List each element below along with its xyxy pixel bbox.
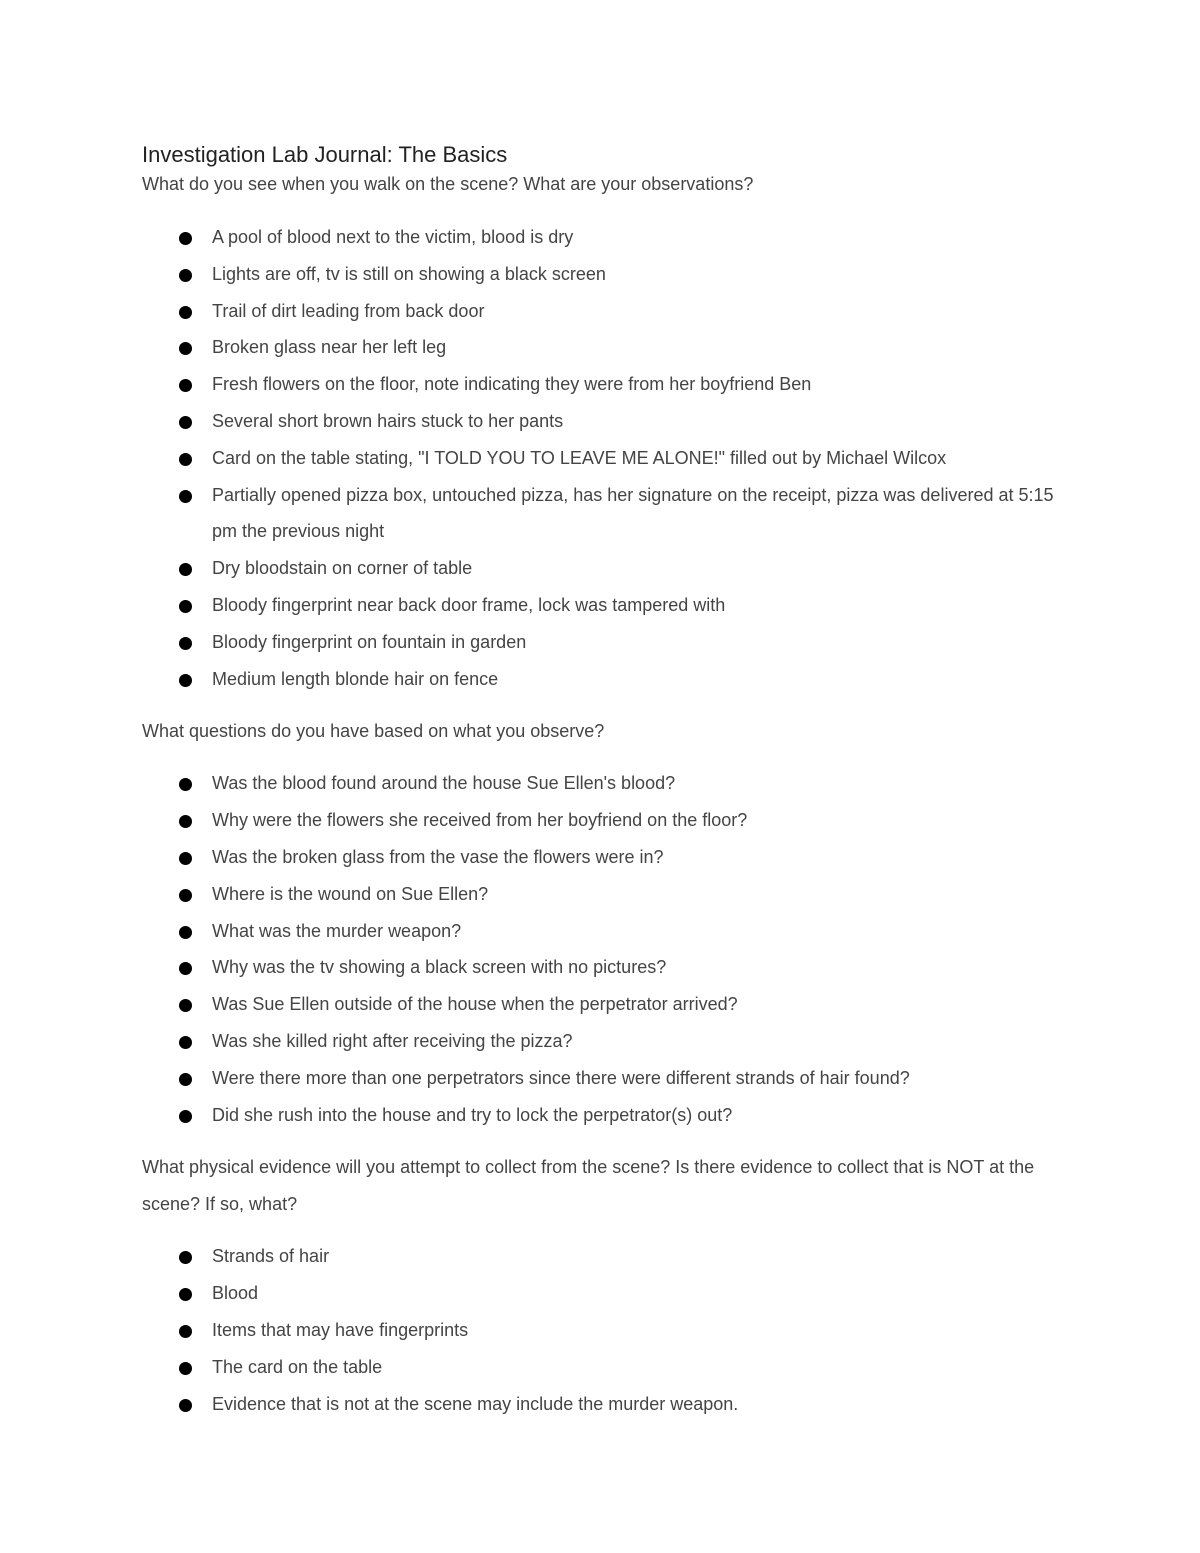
list-item — [142, 1023, 1072, 1060]
bullet-icon — [179, 999, 192, 1012]
list-item-text: A pool of blood next to the victim, blood is dry — [212, 227, 574, 247]
bullet-icon — [179, 1288, 192, 1301]
bullet-icon — [179, 600, 192, 613]
bullet-icon — [179, 232, 192, 245]
list-item-text: Blood — [212, 1283, 259, 1304]
list-item-text: Why were the flowers she received from her boyfriend on the floor? — [212, 810, 748, 831]
list-item — [142, 1060, 1072, 1097]
list-item-text: Medium length blonde hair on fence — [212, 668, 499, 689]
list-item-text: Why was the tv showing a black screen with no pictures? — [212, 957, 667, 978]
questions-prompt: What questions do you have based on what you observe? — [142, 721, 605, 742]
document-title: Investigation Lab Journal: The Basics — [142, 142, 508, 167]
list-item — [142, 913, 1072, 950]
bullet-icon — [179, 1251, 192, 1264]
bullet-icon — [179, 962, 192, 975]
list-item — [142, 986, 1072, 1023]
list-item-text: The card on the table — [212, 1356, 383, 1377]
document-page — [142, 140, 1072, 1422]
list-item-text: Bloody fingerprint near back door frame, lock was tampered with — [212, 594, 726, 615]
bullet-icon — [179, 453, 192, 466]
evidence-prompt: What physical evidence will you attempt to collect from the scene? Is there evidence to collect that is NOT at the scene? If so, what? — [142, 1157, 1035, 1215]
list-item-text: Were there more than one perpetrators since there were different strands of hair found? — [212, 1067, 910, 1088]
list-item-text: Items that may have fingerprints — [212, 1319, 469, 1340]
bullet-icon — [179, 490, 192, 503]
bullet-icon — [179, 778, 192, 791]
list-item — [142, 1312, 1072, 1349]
list-item — [142, 329, 1072, 366]
list-item-text: Where is the wound on Sue Ellen? — [212, 883, 489, 904]
list-item-text: Was Sue Ellen outside of the house when the perpetrator arrived? — [212, 994, 738, 1015]
bullet-icon — [179, 637, 192, 650]
bullet-icon — [179, 563, 192, 576]
bullet-icon — [179, 926, 192, 939]
list-item-text: Card on the table stating, "I TOLD YOU TO LEAVE ME ALONE!" filled out by Michael Wilcox — [212, 447, 947, 468]
list-item-text: Strands of hair — [212, 1246, 330, 1267]
list-item-text: Lights are off, tv is still on showing a black screen — [212, 263, 606, 284]
list-item — [142, 256, 1072, 293]
bullet-icon — [179, 379, 192, 392]
observations-list — [142, 219, 1072, 697]
list-item — [142, 293, 1072, 330]
list-item-text: Several short brown hairs stuck to her pants — [212, 410, 564, 431]
list-item — [142, 219, 1072, 256]
list-item — [142, 477, 1072, 551]
evidence-list — [142, 1238, 1072, 1422]
list-item-text: Broken glass near her left leg — [212, 337, 447, 358]
list-item — [142, 366, 1072, 403]
list-item — [142, 1238, 1072, 1275]
bullet-icon — [179, 416, 192, 429]
bullet-icon — [179, 674, 192, 687]
bullet-icon — [179, 1110, 192, 1123]
bullet-icon — [179, 306, 192, 319]
list-item-text: Was she killed right after receiving the pizza? — [212, 1030, 573, 1051]
list-item — [142, 1349, 1072, 1386]
bullet-icon — [179, 1399, 192, 1412]
list-item — [142, 765, 1072, 802]
list-item — [142, 1386, 1072, 1423]
list-item-text: Evidence that is not at the scene may include the murder weapon. — [212, 1393, 739, 1414]
bullet-icon — [179, 269, 192, 282]
list-item — [142, 876, 1072, 913]
list-item-text: What was the murder weapon? — [212, 920, 462, 941]
list-item-text: Bloody fingerprint on fountain in garden — [212, 631, 527, 652]
list-item — [142, 587, 1072, 624]
bullet-icon — [179, 1036, 192, 1049]
list-item — [142, 839, 1072, 876]
list-item-text: Trail of dirt leading from back door — [212, 300, 485, 321]
list-item-text: Partially opened pizza box, untouched pizza, has her signature on the receipt, pizza was delivered at 5:15 pm the previous night — [212, 484, 1054, 542]
list-item — [142, 661, 1072, 698]
bullet-icon — [179, 1362, 192, 1375]
bullet-icon — [179, 889, 192, 902]
bullet-icon — [179, 1325, 192, 1338]
list-item-text: Was the blood found around the house Sue Ellen's blood? — [212, 773, 676, 794]
questions-list — [142, 765, 1072, 1133]
list-item — [142, 1275, 1072, 1312]
list-item — [142, 440, 1072, 477]
list-item-text: Dry bloodstain on corner of table — [212, 558, 473, 579]
list-item-text: Fresh flowers on the floor, note indicating they were from her boyfriend Ben — [212, 374, 812, 395]
list-item-text: Was the broken glass from the vase the flowers were in? — [212, 846, 664, 867]
bullet-icon — [179, 852, 192, 865]
list-item-text: Did she rush into the house and try to lock the perpetrator(s) out? — [212, 1104, 733, 1125]
list-item — [142, 624, 1072, 661]
list-item — [142, 1097, 1072, 1134]
observations-prompt: What do you see when you walk on the scene? What are your observations? — [142, 174, 754, 194]
bullet-icon — [179, 815, 192, 828]
list-item — [142, 802, 1072, 839]
bullet-icon — [179, 342, 192, 355]
list-item — [142, 949, 1072, 986]
list-item — [142, 403, 1072, 440]
bullet-icon — [179, 1073, 192, 1086]
list-item — [142, 550, 1072, 587]
